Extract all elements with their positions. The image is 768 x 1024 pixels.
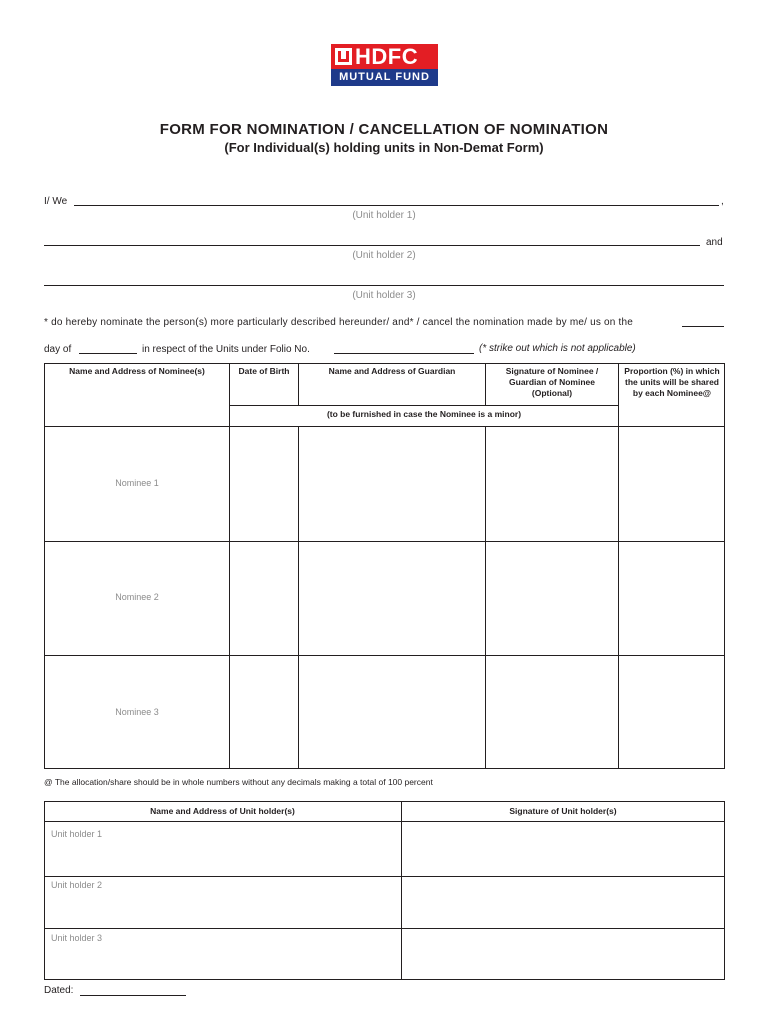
logo-red-band (331, 44, 438, 69)
nominee-table-divider-3 (485, 426, 486, 769)
unit-holder-table (44, 801, 725, 980)
unit-holder-3-line[interactable] (44, 285, 724, 286)
unit-holder-3-hint: (Unit holder 3) (352, 290, 416, 301)
header-signature: Signature of Nominee / Guardian of Nominee (Optional) (505, 366, 599, 398)
unit-holder-row-divider-1 (44, 876, 725, 877)
nominee-table-divider-2-top (298, 363, 299, 405)
minor-note: (to be furnished in case the Nominee is a minor) (326, 409, 522, 419)
logo-sub-text: MUTUAL FUND (339, 71, 430, 83)
logo-blue-band (331, 69, 438, 86)
unit-holder-table-divider (401, 801, 402, 980)
header-bottom-divider (44, 426, 725, 427)
unit-holder-header-divider (44, 821, 725, 822)
logo-brand-text: HDFC (355, 44, 419, 69)
nomination-date-line[interactable] (682, 326, 724, 327)
unit-holder-1-hint: (Unit holder 1) (352, 210, 416, 221)
comma-mark: , (721, 196, 724, 207)
logo-mark-icon (335, 48, 352, 65)
folio-number-line[interactable] (334, 353, 474, 354)
unit-holder-2-label: Unit holder 2 (51, 880, 103, 890)
day-of-line[interactable] (79, 353, 137, 354)
unit-holder-1-line[interactable] (74, 205, 719, 206)
row-divider-1 (44, 541, 725, 542)
nominee-2-label: Nominee 2 (115, 592, 159, 602)
header-dob: Date of Birth (238, 366, 290, 376)
form-title: FORM FOR NOMINATION / CANCELLATION OF NOMINATION (159, 121, 609, 138)
iwe-label: I/ We (44, 196, 68, 207)
minor-note-divider (229, 405, 619, 406)
header-unit-holder-name: Name and Address of Unit holder(s) (150, 806, 295, 816)
unit-holder-row-divider-2 (44, 928, 725, 929)
declaration-text: * do hereby nominate the person(s) more particularly described hereunder/ and* / cancel the nomination made by me/ us on the (44, 317, 634, 328)
folio-label: in respect of the Units under Folio No. (142, 344, 310, 355)
nominee-1-label: Nominee 1 (115, 478, 159, 488)
unit-holder-3-label: Unit holder 3 (51, 933, 103, 943)
nominee-table-divider-2 (298, 426, 299, 769)
header-nominee-name: Name and Address of Nominee(s) (69, 366, 205, 376)
unit-holder-2-line[interactable] (44, 245, 700, 246)
unit-holder-1-label: Unit holder 1 (51, 829, 103, 839)
unit-holder-2-hint: (Unit holder 2) (352, 250, 416, 261)
nominee-table-divider-3-top (485, 363, 486, 405)
hdfc-logo (331, 44, 438, 86)
strike-note: (* strike out which is not applicable) (479, 343, 636, 354)
day-of-label: day of (44, 344, 72, 355)
allocation-note: @ The allocation/share should be in whole numbers without any decimals making a total of 100 percent (44, 777, 433, 787)
dated-line[interactable] (80, 995, 186, 996)
and-label: and (706, 237, 723, 248)
nominee-table-divider-4 (618, 363, 619, 769)
header-proportion: Proportion (%) in which the units will be shared by each Nominee@ (624, 366, 720, 398)
header-guardian: Name and Address of Guardian (328, 366, 456, 376)
nominee-3-label: Nominee 3 (115, 707, 159, 717)
form-subtitle: (For Individual(s) holding units in Non-Demat Form) (224, 140, 544, 155)
row-divider-2 (44, 655, 725, 656)
dated-label: Dated: (44, 985, 74, 996)
header-unit-holder-signature: Signature of Unit holder(s) (509, 806, 617, 816)
